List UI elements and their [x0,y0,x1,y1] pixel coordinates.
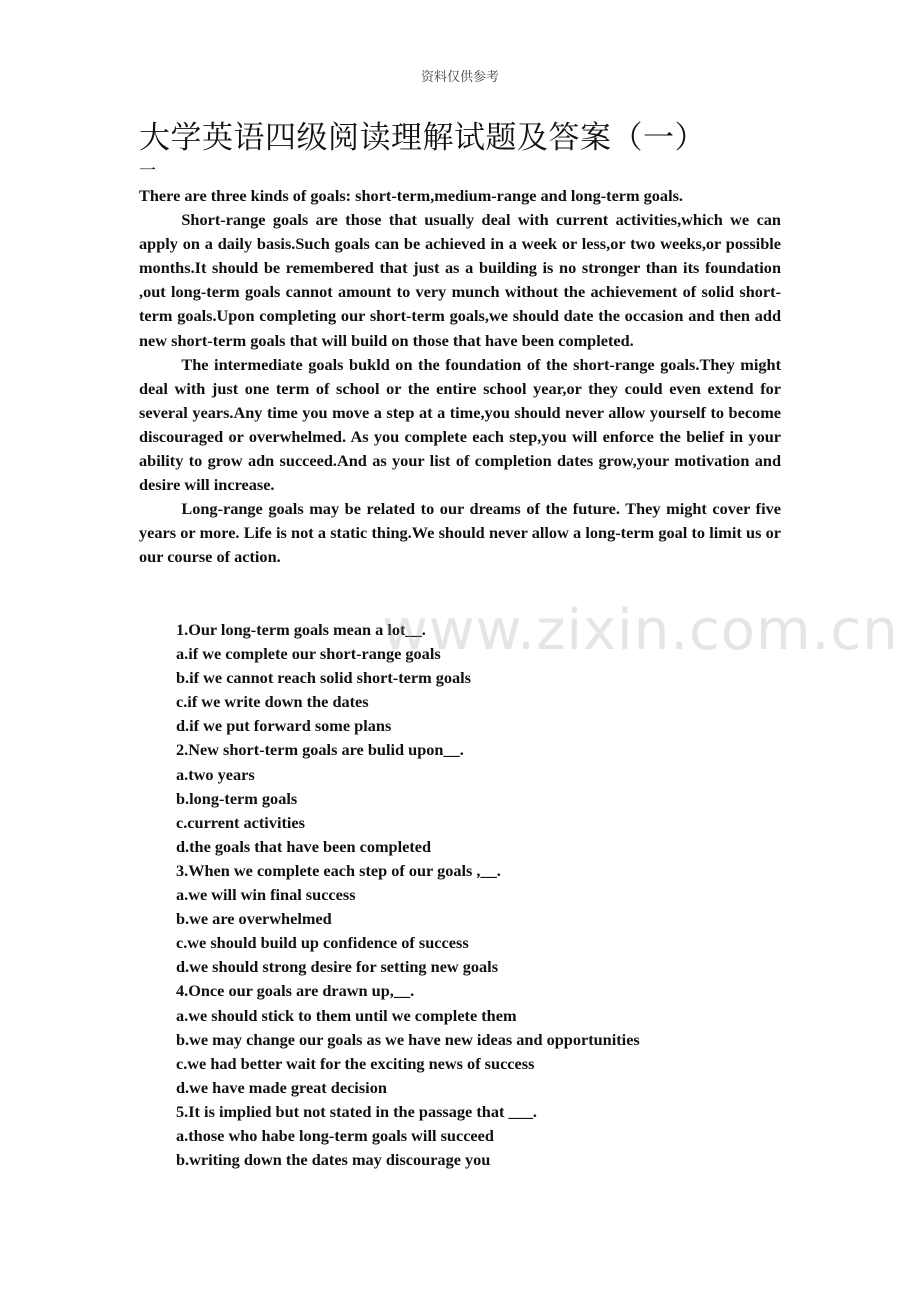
answer-option: b.we are overwhelmed [176,909,332,929]
question-stem: 1.Our long-term goals mean a lot__. [176,620,426,639]
answer-option: a.those who habe long-term goals will succeed [176,1125,494,1145]
question-2 [176,738,776,858]
answer-option: b.writing down the dates may discourage you [176,1150,491,1170]
answer-option: a.two years [176,764,255,784]
question-stem: 4.Once our goals are drawn up,__. [176,981,415,1001]
answer-option: d.the goals that have been completed [176,836,432,856]
passage-paragraph-short-range: Short-range goals are those that usually deal with current activities,which we can apply on a daily basis.Such goals can be achieved in a week or less,or two weeks,or possible months.It should be remembered that just as a building is no stronger than its foundation ,out long-term goals cannot amount to very munch without the achievement of solid short-term goals.Upon completing our short-term goals,we should date the occasion and then add new short-term goals that will build on those that have been completed. [139,210,781,350]
passage-paragraph-intermediate: The intermediate goals bukld on the foundation of the short-range goals.They might deal with just one term of school or the entire school year,or they could even extend for several years.Any time you move a step at a time,you should never allow yourself to become discouraged or overwhelmed. As you complete each step,you will enforce the belief in your ability to grow adn succeed.And as your list of completion dates grow,your motivation and desire will increase. [139,354,781,495]
question-list [176,618,776,1172]
answer-option: a.we should stick to them until we complete them [176,1005,517,1025]
answer-option: d.we have made great decision [176,1077,387,1097]
question-1 [176,618,776,738]
answer-option: b.if we cannot reach solid short-term goals [176,668,471,688]
passage-paragraph-long-range: Long-range goals may be related to our dreams of the future. They might cover five years or more. Life is not a static thing.We should never allow a long-term goal to limit us or our course of action. [139,499,781,567]
reading-passage [139,184,781,570]
section-number: 一 [139,161,156,181]
header-note: 资料仅供参考 [420,70,499,85]
answer-option: b.we may change our goals as we have new ideas and opportunities [176,1029,640,1049]
question-stem: 3.When we complete each step of our goals ,__. [176,860,501,880]
document-title: 大学英语四级阅读理解试题及答案（一） [139,120,706,156]
question-5 [176,1100,776,1172]
answer-option: c.if we write down the dates [176,692,369,712]
answer-option: d.we should strong desire for setting new goals [176,957,499,977]
question-3 [176,859,776,979]
question-4 [176,979,776,1099]
answer-option: c.we should build up confidence of success [176,933,469,953]
question-stem: 2.New short-term goals are bulid upon__. [176,740,464,760]
answer-option: a.if we complete our short-range goals [176,644,441,664]
answer-option: c.current activities [176,812,305,832]
passage-intro: There are three kinds of goals: short-term,medium-range and long-term goals. [139,186,684,205]
question-stem: 5.It is implied but not stated in the passage that ___. [176,1101,537,1121]
answer-option: b.long-term goals [176,788,298,808]
answer-option: d.if we put forward some plans [176,716,392,736]
answer-option: a.we will win final success [176,885,356,905]
watermark: www.zixin.com.cn [382,598,899,663]
answer-option: c.we had better wait for the exciting news of success [176,1053,535,1073]
